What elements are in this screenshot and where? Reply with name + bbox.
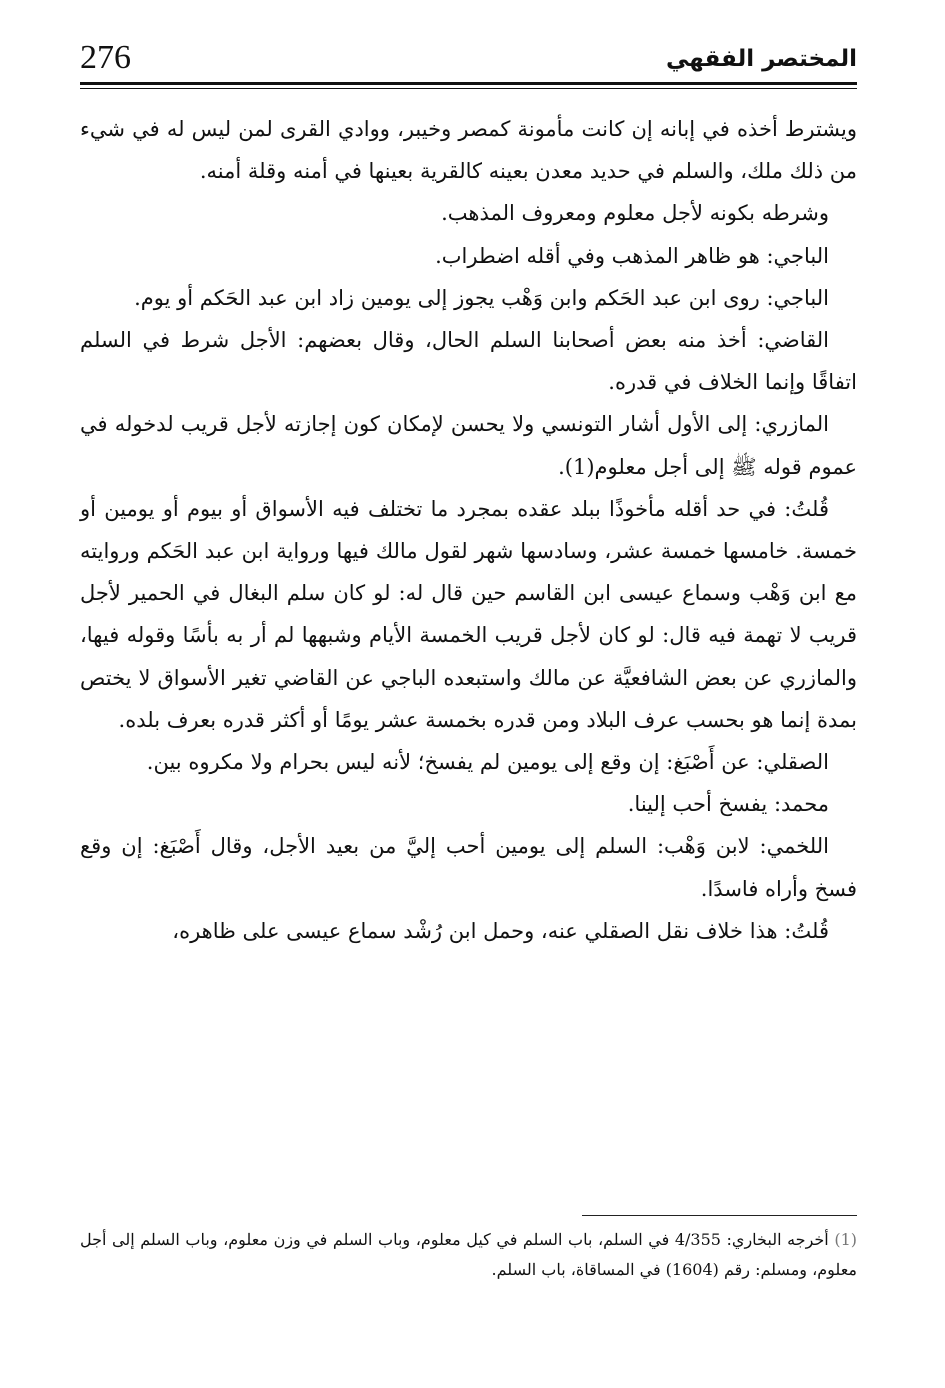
header-rule	[80, 82, 857, 85]
footnote-marker: (1)	[834, 1230, 857, 1249]
header-rule-thin	[80, 88, 857, 89]
page-number: 276	[80, 39, 131, 76]
paragraph: القاضي: أخذ منه بعض أصحابنا السلم الحال، وقال بعضهم: الأجل شرط في السلم اتفاقًا وإنما الخلاف في قدره.	[80, 328, 857, 395]
paragraph: المازري: إلى الأول أشار التونسي ولا يحسن لإمكان كون إجازته لأجل قريب لدخوله في عموم قوله ﷺ إلى أجل معلوم(1).	[80, 412, 857, 479]
footnotes	[80, 1225, 857, 1285]
footnote	[80, 1225, 857, 1285]
running-title: المختصر الفقهي	[666, 46, 857, 72]
paragraph: اللخمي: لابن وَهْب: السلم إلى يومين أحب إليَّ من بعيد الأجل، وقال أَصْبَغ: إن وقع فسخ وأراه فاسدًا.	[80, 834, 857, 901]
paragraph: وشرطه بكونه لأجل معلوم ومعروف المذهب.	[441, 201, 829, 226]
paragraph: قُلتُ: في حد أقله مأخوذًا ببلد عقده بمجرد ما تختلف فيه الأسواق أو بيوم أو يومين أو خمسة. خامسها خمسة عشر، وسادسها شهر لقول مالك فيها ورواية ابن عبد الحَكم وروايته مع ابن وَهْب وسماع عيسى ابن القاسم حين قال له: لو كان سلم البغال في الحمير لأجل قريب لا تهمة فيه قال: لو كان لأجل قريب الخمسة الأيام وشبهها لم أر به بأسًا وقوله فيها، والمازري عن بعض الشافعيَّة عن مالك واستبعده الباجي عن القاضي تغير الأسواق لا يختص بمدة إنما هو بحسب عرف البلاد ومن قدره بخمسة عشر يومًا أو أكثر قدره بعرف بلده.	[80, 496, 857, 732]
paragraph: ويشترط أخذه في إبانه إن كانت مأمونة كمصر وخيبر، ووادي القرى لمن ليس له في شيء من ذلك ملك، والسلم في حديد معدن بعينه كالقرية بعينها في أمنه وقلة أمنه.	[80, 117, 857, 184]
paragraph: الصقلي: عن أَصْبَغ: إن وقع إلى يومين لم يفسخ؛ لأنه ليس بحرام ولا مكروه بين.	[146, 750, 829, 775]
page-header	[80, 30, 857, 86]
footnote-text: أخرجه البخاري: 4/355 في السلم، باب السلم في كيل معلوم، وباب السلم في وزن معلوم، وباب السلم إلى أجل معلوم، ومسلم: رقم (1604) في المساقاة، باب السلم.	[80, 1230, 857, 1279]
paragraph: الباجي: هو ظاهر المذهب وفي أقله اضطراب.	[435, 243, 829, 268]
footnote-rule	[582, 1215, 857, 1216]
paragraph: محمد: يفسخ أحب إلينا.	[627, 792, 829, 817]
main-text	[80, 108, 857, 952]
paragraph: قُلتُ: هذا خلاف نقل الصقلي عنه، وحمل ابن رُشْد سماع عيسى على ظاهره،	[172, 918, 829, 943]
paragraph: الباجي: روى ابن عبد الحَكم وابن وَهْب يجوز إلى يومين زاد ابن عبد الحَكم أو يوم.	[134, 285, 829, 310]
